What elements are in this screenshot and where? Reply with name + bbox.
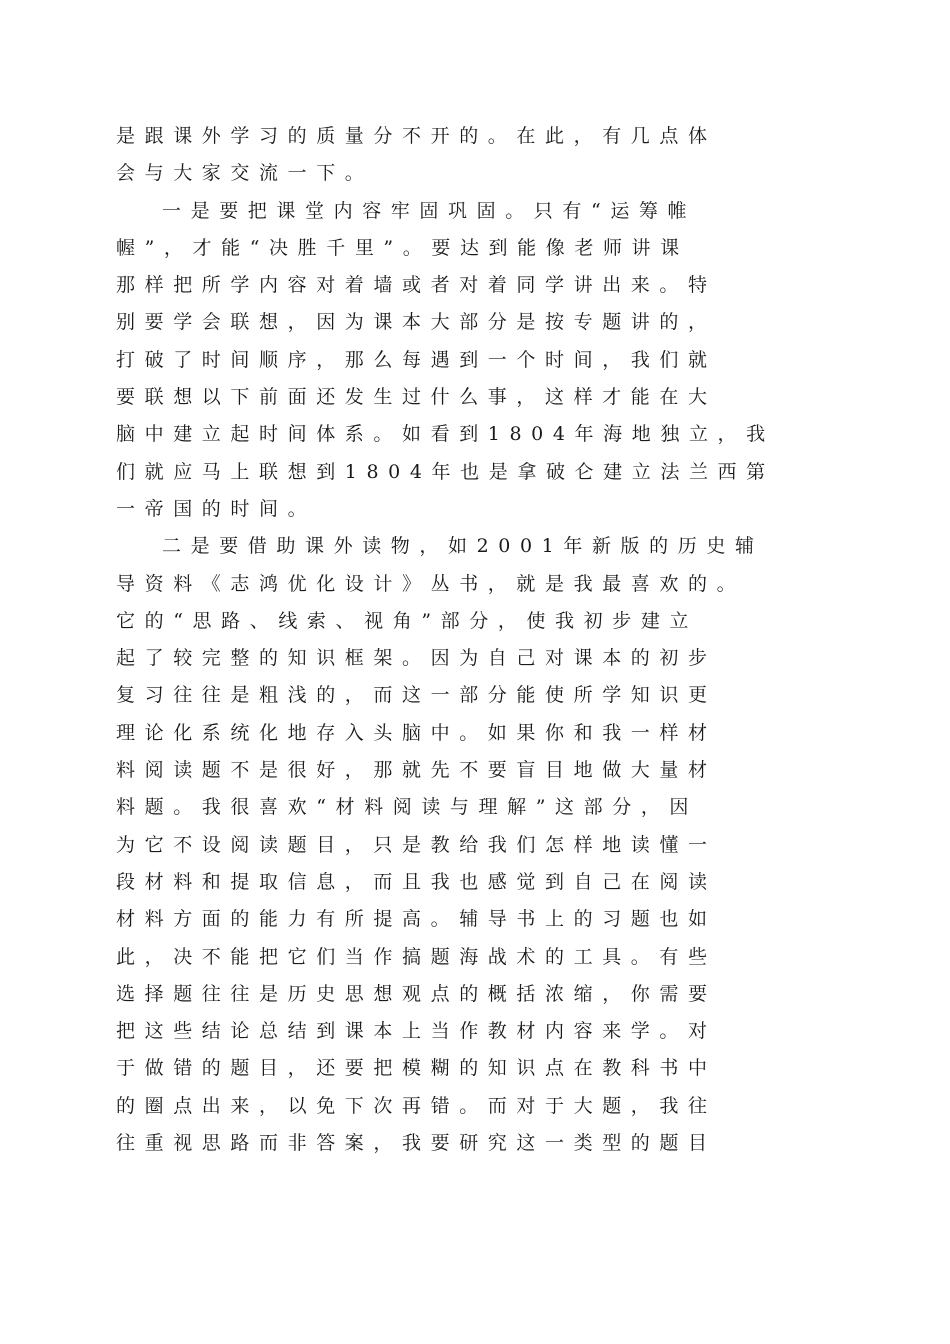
text-line: 为它不设阅读题目，只是教给我们怎样地读懂一	[116, 833, 717, 856]
text-line: 一是要把课堂内容牢固巩固。只有“运筹帷	[162, 199, 697, 222]
text-line: 们就应马上联想到1804年也是拿破仑建立法兰西第	[116, 460, 775, 483]
text-line: 于做错的题目，还要把模糊的知识点在教科书中	[116, 1057, 717, 1080]
text-line: 往重视思路而非答案，我要研究这一类型的题目	[116, 1132, 717, 1155]
text-line: 材料方面的能力有所提高。辅导书上的习题也如	[116, 908, 717, 931]
text-line: 打破了时间顺序，那么每遇到一个时间，我们就	[116, 348, 717, 371]
text-line: 理论化系统化地存入头脑中。如果你和我一样材	[116, 721, 717, 744]
text-line: 复习往往是粗浅的，而这一部分能使所学知识更	[116, 684, 717, 707]
text-line: 一帝国的时间。	[116, 497, 317, 520]
text-line: 的圈点出来，以免下次再错。而对于大题，我往	[116, 1094, 717, 1117]
text-line: 把这些结论总结到课本上当作教材内容来学。对	[116, 1020, 717, 1043]
text-line: 二是要借助课外读物，如2001年新版的历史辅	[162, 535, 764, 558]
text-line: 选择题往往是历史思想观点的概括浓缩，你需要	[116, 982, 717, 1005]
text-line: 段材料和提取信息，而且我也感觉到自己在阅读	[116, 870, 717, 893]
text-line: 它的“思路、线索、视角”部分，使我初步建立	[116, 609, 699, 632]
body-text	[116, 118, 836, 1162]
text-line: 料题。我很喜欢“材料阅读与理解”这部分，因	[116, 796, 699, 819]
text-line: 此，决不能把它们当作搞题海战术的工具。有些	[116, 945, 717, 968]
text-line: 会与大家交流一下。	[116, 162, 374, 185]
text-line: 料阅读题不是很好，那就先不要盲目地做大量材	[116, 759, 717, 782]
text-line: 是跟课外学习的质量分不开的。在此，有几点体	[116, 125, 717, 147]
text-line: 要联想以下前面还发生过什么事，这样才能在大	[116, 386, 717, 409]
text-line: 那样把所学内容对着墙或者对着同学讲出来。特	[116, 274, 717, 297]
text-line: 幄”，才能“决胜千里”。要达到能像老师讲课	[116, 236, 689, 259]
text-line: 脑中建立起时间体系。如看到1804年海地独立，我	[116, 423, 775, 446]
text-line: 起了较完整的知识框架。因为自己对课本的初步	[116, 647, 717, 670]
text-line: 导资料《志鸿优化设计》丛书，就是我最喜欢的。	[116, 572, 746, 595]
text-line: 别要学会联想，因为课本大部分是按专题讲的，	[116, 311, 717, 334]
